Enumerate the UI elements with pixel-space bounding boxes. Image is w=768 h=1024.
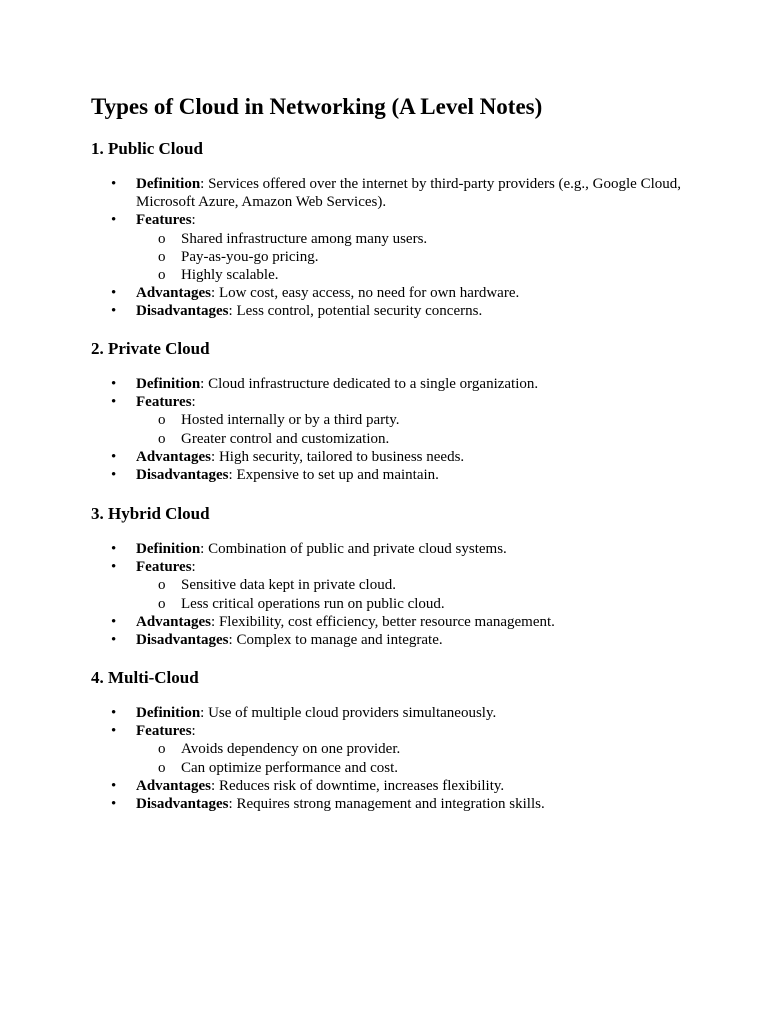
feature-item bbox=[136, 411, 691, 429]
feature-text: Greater control and customization. bbox=[181, 430, 390, 447]
feature-text: Avoids dependency on one provider. bbox=[181, 741, 401, 758]
separator: : bbox=[191, 394, 196, 411]
advantages-item-text: Reduces risk of downtime, increases flexibility. bbox=[218, 777, 505, 794]
bullet-list bbox=[91, 175, 691, 321]
bullet-icon: • bbox=[111, 559, 117, 576]
features-item bbox=[91, 558, 691, 613]
disadvantages-item-text: Less control, potential security concerns. bbox=[236, 303, 483, 320]
features-sublist bbox=[136, 230, 691, 285]
section-public-cloud bbox=[91, 138, 691, 321]
section-heading: 1. Public Cloud bbox=[91, 139, 203, 158]
separator: : bbox=[200, 376, 209, 392]
advantages-item bbox=[91, 284, 691, 302]
bullet-icon: • bbox=[111, 176, 117, 192]
advantages-item-label: Advantages bbox=[136, 285, 212, 302]
separator: : bbox=[191, 723, 196, 740]
features-item-label: Features bbox=[136, 723, 192, 740]
sub-bullet-icon: o bbox=[158, 430, 166, 447]
features-item-label: Features bbox=[136, 559, 192, 576]
advantages-item-text: Low cost, easy access, no need for own hardware. bbox=[218, 285, 520, 302]
bullet-icon: • bbox=[111, 613, 117, 630]
feature-item bbox=[136, 759, 691, 777]
features-item bbox=[91, 393, 691, 448]
disadvantages-item-label: Disadvantages bbox=[136, 467, 229, 484]
bullet-icon: • bbox=[111, 796, 117, 813]
definition-item-label: Definition bbox=[136, 541, 201, 557]
disadvantages-item bbox=[91, 466, 691, 484]
feature-item bbox=[136, 248, 691, 266]
separator: : bbox=[191, 559, 196, 576]
feature-item bbox=[136, 266, 691, 284]
sub-bullet-icon: o bbox=[158, 741, 166, 758]
advantages-item-text: Flexibility, cost efficiency, better resource management. bbox=[218, 613, 555, 630]
bullet-icon: • bbox=[111, 632, 117, 649]
separator: : bbox=[228, 632, 237, 649]
disadvantages-item bbox=[91, 302, 691, 320]
separator: : bbox=[211, 613, 219, 630]
definition-item-label: Definition bbox=[136, 176, 201, 192]
bullet-icon: • bbox=[111, 541, 117, 557]
features-item bbox=[91, 211, 691, 284]
bullet-icon: • bbox=[111, 448, 117, 465]
advantages-item-label: Advantages bbox=[136, 448, 212, 465]
separator: : bbox=[211, 285, 219, 302]
definition-item bbox=[91, 540, 691, 558]
bullet-icon: • bbox=[111, 303, 117, 320]
section-hybrid-cloud bbox=[91, 503, 691, 649]
bullet-icon: • bbox=[111, 212, 117, 229]
disadvantages-item-label: Disadvantages bbox=[136, 303, 229, 320]
sub-bullet-icon: o bbox=[158, 595, 166, 612]
definition-item bbox=[91, 175, 691, 211]
bullet-icon: • bbox=[111, 394, 117, 411]
bullet-icon: • bbox=[111, 777, 117, 794]
feature-text: Less critical operations run on public cloud. bbox=[181, 595, 445, 612]
separator: : bbox=[211, 777, 219, 794]
feature-text: Sensitive data kept in private cloud. bbox=[181, 577, 396, 594]
definition-item-text: Use of multiple cloud providers simultaneously. bbox=[208, 705, 497, 721]
separator: : bbox=[200, 705, 209, 721]
section-private-cloud bbox=[91, 338, 691, 484]
feature-text: Hosted internally or by a third party. bbox=[181, 412, 400, 429]
feature-item bbox=[136, 230, 691, 248]
section-heading: 2. Private Cloud bbox=[91, 339, 210, 358]
features-item-label: Features bbox=[136, 394, 192, 411]
bullet-icon: • bbox=[111, 376, 117, 392]
features-sublist bbox=[136, 576, 691, 612]
feature-item bbox=[136, 595, 691, 613]
features-item bbox=[91, 722, 691, 777]
disadvantages-item-text: Complex to manage and integrate. bbox=[236, 632, 443, 649]
feature-text: Highly scalable. bbox=[181, 267, 279, 284]
sub-bullet-icon: o bbox=[158, 267, 166, 284]
sub-bullet-icon: o bbox=[158, 759, 166, 776]
advantages-item bbox=[91, 777, 691, 795]
feature-text: Shared infrastructure among many users. bbox=[181, 230, 428, 247]
advantages-item bbox=[91, 613, 691, 631]
advantages-item-text: High security, tailored to business needs. bbox=[218, 448, 465, 465]
sub-bullet-icon: o bbox=[158, 412, 166, 429]
separator: : bbox=[228, 796, 237, 813]
disadvantages-item-text: Requires strong management and integration skills. bbox=[236, 796, 545, 813]
disadvantages-item bbox=[91, 631, 691, 649]
bullet-icon: • bbox=[111, 705, 117, 721]
features-sublist bbox=[136, 411, 691, 447]
bullet-list bbox=[91, 375, 691, 484]
definition-item-text: Combination of public and private cloud systems. bbox=[208, 541, 507, 557]
definition-item bbox=[91, 704, 691, 722]
disadvantages-item-label: Disadvantages bbox=[136, 632, 229, 649]
separator: : bbox=[211, 448, 219, 465]
page-title: Types of Cloud in Networking (A Level Notes) bbox=[91, 94, 543, 119]
separator: : bbox=[200, 176, 209, 192]
disadvantages-item-label: Disadvantages bbox=[136, 796, 229, 813]
features-sublist bbox=[136, 740, 691, 776]
feature-text: Pay-as-you-go pricing. bbox=[181, 248, 319, 265]
bullet-list bbox=[91, 540, 691, 649]
feature-text: Can optimize performance and cost. bbox=[181, 759, 399, 776]
sub-bullet-icon: o bbox=[158, 577, 166, 594]
section-heading: 4. Multi-Cloud bbox=[91, 668, 199, 687]
separator: : bbox=[228, 303, 237, 320]
disadvantages-item-text: Expensive to set up and maintain. bbox=[236, 467, 439, 484]
disadvantages-item bbox=[91, 795, 691, 813]
bullet-icon: • bbox=[111, 723, 117, 740]
advantages-item-label: Advantages bbox=[136, 777, 212, 794]
features-item-label: Features bbox=[136, 212, 192, 229]
definition-item-label: Definition bbox=[136, 705, 201, 721]
definition-item-text: Cloud infrastructure dedicated to a single organization. bbox=[208, 376, 539, 392]
feature-item bbox=[136, 430, 691, 448]
feature-item bbox=[136, 576, 691, 594]
separator: : bbox=[200, 541, 209, 557]
sub-bullet-icon: o bbox=[158, 248, 166, 265]
section-multi-cloud bbox=[91, 667, 691, 813]
definition-item-label: Definition bbox=[136, 376, 201, 392]
advantages-item-label: Advantages bbox=[136, 613, 212, 630]
sub-bullet-icon: o bbox=[158, 230, 166, 247]
bullet-icon: • bbox=[111, 285, 117, 302]
section-heading: 3. Hybrid Cloud bbox=[91, 504, 210, 523]
definition-item-text: Services offered over the internet by third-party providers (e.g., Google Cloud, Microsoft Azure, Amazon Web Services). bbox=[136, 176, 682, 211]
separator: : bbox=[228, 467, 237, 484]
bullet-list bbox=[91, 704, 691, 813]
advantages-item bbox=[91, 448, 691, 466]
feature-item bbox=[136, 740, 691, 758]
definition-item bbox=[91, 375, 691, 393]
separator: : bbox=[191, 212, 196, 229]
bullet-icon: • bbox=[111, 467, 117, 484]
